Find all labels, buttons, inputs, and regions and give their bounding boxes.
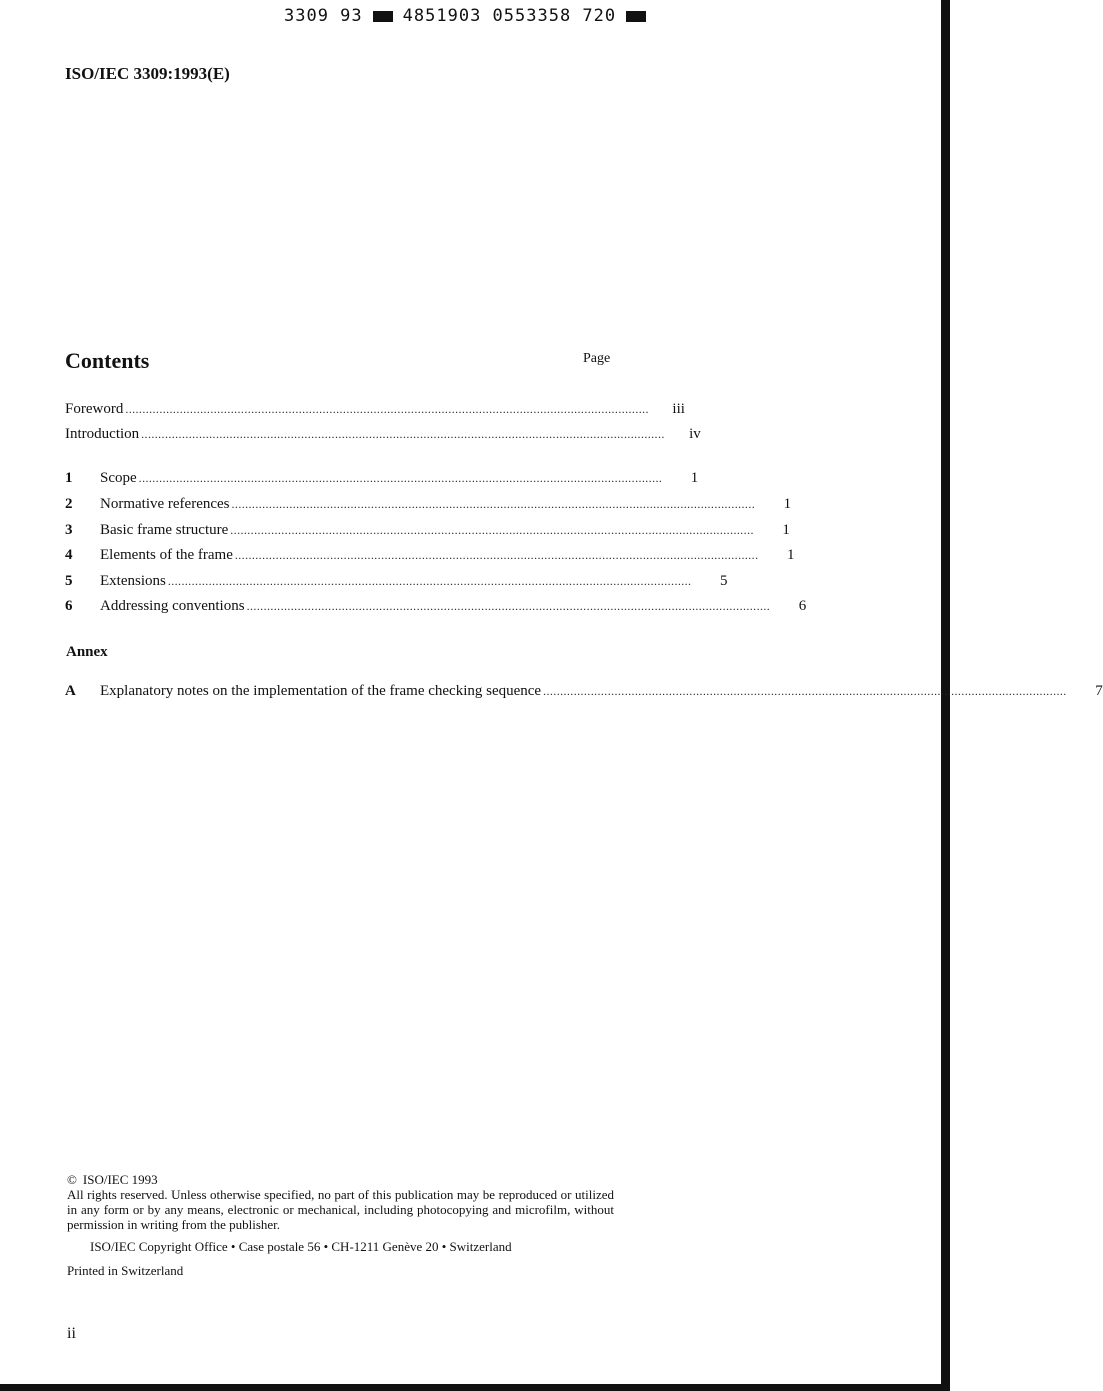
toc-entry-label: Addressing conventions: [100, 598, 245, 614]
toc-entry-page: 6: [798, 598, 807, 614]
toc-entry-number: 1: [65, 470, 73, 486]
toc-entry-clause-3[interactable]: [65, 522, 790, 542]
toc-leader-dots: ..........................................................................................................................................................: [167, 574, 692, 588]
rights-statement: All rights reserved. Unless otherwise specified, no part of this publication may be reproduced or utilized in any form or by any means, electronic or mechanical, including photocopying and microfilm, without permission in writing from the publisher.: [67, 1187, 614, 1232]
page-column-heading: Page: [583, 351, 611, 366]
toc-leader-dots: ..........................................................................................................................................................: [543, 684, 1067, 698]
toc-entry-page: 1: [690, 470, 699, 486]
toc-entry-foreword[interactable]: [65, 401, 685, 421]
page-number: ii: [67, 1325, 76, 1342]
toc-entry-number: 5: [65, 573, 73, 589]
toc-entry-label: Foreword: [65, 401, 124, 417]
toc-leader-dots: ..........................................................................................................................................................: [234, 548, 759, 562]
toc-entry-label: Extensions: [100, 573, 166, 589]
toc-entry-clause-2[interactable]: [65, 496, 792, 516]
printed-in-note: Printed in Switzerland: [67, 1263, 184, 1278]
copyright-footer: [67, 1172, 614, 1278]
toc-leader-dots: ..........................................................................................................................................................: [141, 427, 665, 441]
contents-title: Contents: [65, 348, 150, 373]
scan-code-right: 4851903 0553358 720: [402, 6, 617, 26]
copyright-icon: ©: [67, 1172, 77, 1187]
scan-code-left: 3309 93: [284, 6, 363, 26]
toc-entry-clause-5[interactable]: [65, 573, 728, 593]
toc-entry-introduction[interactable]: [65, 426, 701, 446]
toc-entry-label: Normative references: [100, 496, 230, 512]
standard-id: ISO/IEC 3309:1993(E): [65, 64, 230, 83]
toc-entry-label: Basic frame structure: [100, 522, 229, 538]
toc-entry-page: iv: [689, 426, 701, 442]
toc-leader-dots: ..........................................................................................................................................................: [138, 471, 663, 485]
toc-entry-label: Introduction: [65, 426, 140, 442]
toc-entry-number: 3: [65, 522, 73, 538]
annex-heading: Annex: [66, 644, 108, 660]
toc-entry-clause-6[interactable]: [65, 598, 807, 618]
toc-leader-dots: ..........................................................................................................................................................: [231, 497, 756, 511]
toc-entry-label: Scope: [100, 470, 137, 486]
toc-entry-number: A: [65, 683, 76, 699]
toc-entry-clause-1[interactable]: [65, 470, 699, 490]
toc-entry-annex-a[interactable]: [65, 683, 1103, 703]
toc-entry-page: 7: [1095, 683, 1103, 699]
toc-entry-page: 1: [782, 522, 790, 538]
toc-entry-number: 6: [65, 598, 73, 614]
toc-entry-clause-4[interactable]: [65, 547, 795, 567]
toc-leader-dots: ..........................................................................................................................................................: [125, 402, 649, 416]
copyright-office-address: ISO/IEC Copyright Office • Case postale 56 • CH-1211 Genève 20 • Switzerland: [90, 1239, 512, 1254]
toc-entry-page: 1: [783, 496, 792, 512]
copyright-text: ISO/IEC 1993: [82, 1172, 158, 1187]
toc-leader-dots: ..........................................................................................................................................................: [230, 523, 754, 537]
scan-bottom-edge: [0, 1384, 950, 1391]
toc-entry-page: iii: [672, 401, 685, 417]
black-block-icon: [373, 11, 393, 22]
toc-entry-page: 5: [719, 573, 728, 589]
toc-entry-label: Elements of the frame: [100, 547, 233, 563]
toc-entry-label: Explanatory notes on the implementation of the frame checking sequence: [100, 683, 542, 699]
toc-entry-page: 1: [786, 547, 795, 563]
scan-header: [284, 6, 646, 26]
copyright-line: [67, 1172, 614, 1187]
toc-leader-dots: ..........................................................................................................................................................: [246, 599, 771, 613]
toc-entry-number: 4: [65, 547, 73, 563]
black-block-icon: [626, 11, 646, 22]
toc-entry-number: 2: [65, 496, 73, 512]
